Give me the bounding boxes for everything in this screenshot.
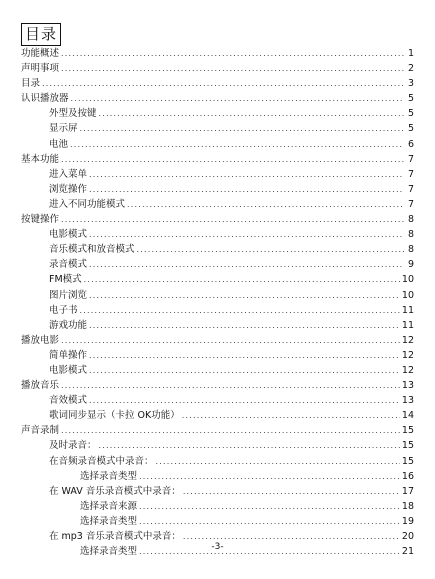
- toc-dot-leader: [61, 378, 400, 393]
- toc-entry-page: 2: [407, 63, 414, 75]
- toc-dot-leader: [89, 227, 404, 242]
- toc-entry-page: 13: [401, 395, 414, 407]
- toc-entry[interactable]: [21, 484, 414, 499]
- toc-entry[interactable]: [21, 167, 414, 182]
- toc-entry-page: 14: [401, 410, 414, 422]
- toc-entry-title: 进入不同功能模式: [49, 198, 126, 210]
- toc-entry[interactable]: [21, 318, 414, 333]
- toc-entry[interactable]: [21, 378, 414, 393]
- toc-entry-page: 3: [407, 78, 414, 90]
- toc-entry-page: 21: [401, 546, 414, 558]
- toc-entry-title: 声明事项: [21, 63, 60, 75]
- toc-entry-page: 7: [407, 168, 414, 180]
- toc-entry-page: 11: [401, 319, 414, 331]
- toc-entry-page: 19: [401, 515, 414, 527]
- toc-dot-leader: [99, 106, 404, 121]
- toc-dot-leader: [80, 303, 400, 318]
- toc-entry-title: 在 mp3 音乐录音模式中录音：: [49, 531, 181, 542]
- toc-entry-title: 按键操作: [21, 214, 60, 226]
- toc-entry-page: 15: [401, 425, 414, 437]
- toc-entry[interactable]: [21, 152, 414, 167]
- toc-entry-page: 20: [401, 531, 414, 542]
- toc-entry-title: 声音录制: [21, 425, 60, 437]
- toc-entry-page: 9: [407, 259, 414, 271]
- toc-entry-title: 在 WAV 音乐录音模式中录音：: [49, 485, 181, 497]
- toc-entry-page: 18: [401, 500, 414, 512]
- toc-entry[interactable]: [21, 257, 414, 272]
- toc-entry-page: 12: [401, 364, 414, 376]
- toc-entry-page: 10: [401, 289, 414, 301]
- toc-entry-title: 播放音乐: [21, 380, 60, 392]
- toc-entry-page: 13: [401, 380, 414, 392]
- toc-entry-title: 音效模式: [49, 395, 88, 407]
- toc-dot-leader: [156, 454, 400, 469]
- toc-dot-leader: [61, 61, 404, 76]
- toc-dot-leader: [80, 121, 404, 136]
- toc-entry-title: 外型及按键: [49, 108, 97, 120]
- toc-entry[interactable]: [21, 212, 414, 227]
- toc-dot-leader: [127, 197, 404, 212]
- toc-entry[interactable]: [21, 438, 414, 453]
- toc-dot-leader: [89, 182, 404, 197]
- page-number: -3-: [211, 542, 224, 552]
- toc-dot-leader: [71, 91, 404, 106]
- toc-dot-leader: [70, 137, 404, 152]
- toc-entry[interactable]: [21, 242, 414, 257]
- toc-entry[interactable]: [21, 288, 414, 303]
- toc-entry-title: 电子书: [49, 304, 78, 316]
- toc-entry-title: 浏览操作: [49, 183, 88, 195]
- toc-dot-leader: [89, 288, 400, 303]
- toc-entry[interactable]: [21, 303, 414, 318]
- toc-entry-title: 目录: [21, 78, 41, 90]
- toc-entry-title: 认识播放器: [21, 93, 69, 105]
- toc-entry-page: 16: [401, 470, 414, 482]
- toc-dot-leader: [89, 167, 404, 182]
- toc-entry[interactable]: [21, 76, 414, 91]
- toc-entry[interactable]: [21, 469, 414, 484]
- toc-entry-title: 选择录音类型: [80, 515, 138, 527]
- toc-entry-page: 7: [407, 198, 414, 210]
- toc-dot-leader: [84, 272, 400, 287]
- toc-entry[interactable]: [21, 121, 414, 136]
- toc-entry[interactable]: [21, 393, 414, 408]
- toc-entry-title: 选择录音类型: [80, 546, 138, 558]
- toc-entry-page: 5: [407, 93, 414, 105]
- toc-dot-leader: [89, 348, 400, 363]
- toc-entry[interactable]: [21, 137, 414, 152]
- toc-entry-title: 选择录音来源: [80, 500, 138, 512]
- toc-entry-title: 游戏功能: [49, 319, 88, 331]
- toc-entry-page: 7: [407, 153, 414, 165]
- toc-entry[interactable]: [21, 106, 414, 121]
- toc-entry[interactable]: [21, 46, 414, 61]
- toc-entry[interactable]: [21, 499, 414, 514]
- toc-entry-page: 1: [407, 48, 414, 59]
- toc-entry-page: 6: [407, 138, 414, 150]
- toc-entry[interactable]: [21, 61, 414, 76]
- toc-entry-page: 15: [401, 440, 414, 452]
- toc-entry-page: 17: [401, 485, 414, 497]
- page-title: 目录: [21, 23, 61, 46]
- toc-entry[interactable]: [21, 272, 414, 287]
- toc-entry[interactable]: [21, 91, 414, 106]
- toc-dot-leader: [61, 212, 404, 227]
- toc-dot-leader: [89, 318, 400, 333]
- toc-entry-page: 5: [407, 123, 414, 135]
- toc-entry-page: 8: [407, 214, 414, 226]
- toc-dot-leader: [137, 242, 404, 257]
- toc-entry[interactable]: [21, 514, 414, 529]
- toc-entry-title: 音乐模式和放音模式: [49, 244, 135, 256]
- toc-entry-page: 7: [407, 183, 414, 195]
- toc-entry-page: 10: [401, 274, 414, 286]
- toc-dot-leader: [89, 393, 400, 408]
- toc-entry[interactable]: [21, 408, 414, 423]
- toc-entry-page: 15: [401, 455, 414, 467]
- toc-dot-leader: [61, 46, 404, 61]
- toc-dot-leader: [139, 514, 400, 529]
- toc-dot-leader: [61, 152, 404, 167]
- toc-entry-page: 11: [401, 304, 414, 316]
- toc-dot-leader: [139, 499, 400, 514]
- toc-dot-leader: [61, 423, 400, 438]
- toc-entry-title: 在音频录音模式中录音：: [49, 455, 154, 467]
- toc-dot-leader: [182, 408, 400, 423]
- toc-entry-title: 电池: [49, 138, 69, 150]
- toc-entry[interactable]: [21, 182, 414, 197]
- toc-entry-title: 录音模式: [49, 259, 88, 271]
- toc-entry[interactable]: [21, 197, 414, 212]
- toc-dot-leader: [89, 363, 400, 378]
- toc-entry-title: 显示屏: [49, 123, 78, 135]
- toc-dot-leader: [61, 333, 400, 348]
- toc-dot-leader: [139, 469, 400, 484]
- toc-entry-title: 电影模式: [49, 229, 88, 241]
- toc-entry[interactable]: [21, 227, 414, 242]
- toc-entry-page: 12: [401, 349, 414, 361]
- toc-entry-title: 进入菜单: [49, 168, 88, 180]
- toc-entry-title: 选择录音类型: [80, 470, 138, 482]
- table-of-contents: [21, 46, 414, 559]
- toc-dot-leader: [183, 484, 400, 499]
- toc-entry-page: 8: [407, 229, 414, 241]
- toc-entry[interactable]: [21, 333, 414, 348]
- toc-entry[interactable]: [21, 348, 414, 363]
- toc-entry-title: 歌词同步显示（卡拉 OK功能）: [49, 410, 180, 422]
- toc-entry-title: 基本功能: [21, 153, 60, 165]
- toc-entry-title: 播放电影: [21, 334, 60, 346]
- toc-entry-title: 简单操作: [49, 349, 88, 361]
- toc-entry-page: 8: [407, 244, 414, 256]
- toc-dot-leader: [42, 76, 404, 91]
- toc-entry-title: 及时录音：: [49, 440, 97, 452]
- toc-dot-leader: [99, 438, 400, 453]
- toc-entry-page: 5: [407, 108, 414, 120]
- toc-entry-title: 电影模式: [49, 364, 88, 376]
- toc-entry[interactable]: [21, 454, 414, 469]
- toc-entry-page: 12: [401, 334, 414, 346]
- toc-entry[interactable]: [21, 423, 414, 438]
- toc-dot-leader: [89, 257, 404, 272]
- toc-entry-title: 图片浏览: [49, 289, 88, 301]
- toc-entry-title: 功能概述: [21, 48, 60, 59]
- toc-entry[interactable]: [21, 363, 414, 378]
- toc-entry-title: FM模式: [49, 274, 82, 286]
